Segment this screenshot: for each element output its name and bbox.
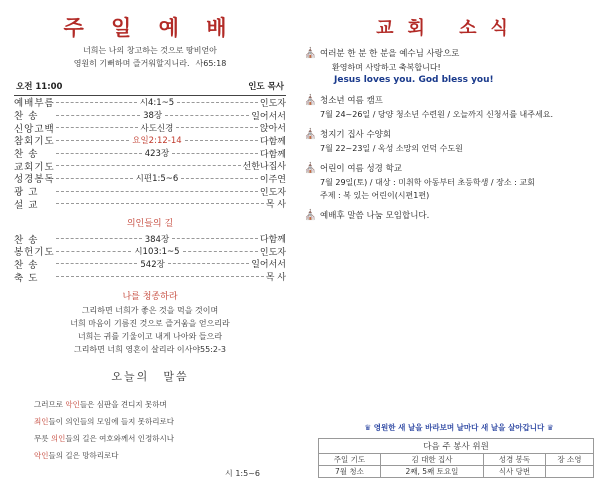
duty-cell: 성경 봉독 bbox=[484, 454, 546, 466]
dash-leader bbox=[56, 238, 142, 239]
order-person: 목 사 bbox=[265, 273, 286, 284]
order-item: 시4:1~5 bbox=[139, 98, 175, 109]
word-ref: 시 1:5~6 bbox=[225, 468, 260, 478]
order-label: 설 교 bbox=[14, 199, 39, 211]
banner-text: ♛ 영원한 새 날을 바라보며 날마다 새 날을 살아갑니다 ♛ bbox=[364, 423, 554, 432]
order-item: 사도신경 bbox=[140, 123, 174, 134]
word-highlight: 의인 bbox=[50, 433, 66, 443]
order-person: 일어서서 bbox=[251, 260, 286, 271]
dash-leader bbox=[56, 178, 133, 179]
news-line: 청소년 여름 캠프 bbox=[320, 96, 383, 106]
sermon-title: 의인들의 길 bbox=[126, 219, 174, 230]
order-person: 인도자 bbox=[259, 98, 287, 109]
news-line: 7월 24~26일 / 당양 청소년 수련원 / 오늘까지 신청서를 내주세요. bbox=[320, 110, 553, 119]
order-label: 신앙고백 bbox=[14, 123, 55, 135]
news-item bbox=[304, 163, 594, 202]
order-row bbox=[14, 172, 286, 185]
news-list bbox=[304, 48, 594, 223]
news-line: 어린이 여름 성경 학교 bbox=[320, 164, 403, 174]
order-row bbox=[14, 258, 286, 271]
word-title-b: 말씀 bbox=[163, 369, 189, 383]
dash-leader bbox=[56, 263, 137, 264]
order-row bbox=[14, 134, 286, 147]
poem-line: 그리하면 너희가 좋은 것을 먹을 것이며 bbox=[81, 305, 219, 315]
dash-leader bbox=[56, 102, 137, 103]
order-person: 다함께 bbox=[259, 136, 286, 147]
order-row bbox=[14, 96, 286, 109]
verse-line-1: 너희는 나의 창고하는 것으로 땅비얻아 bbox=[83, 46, 217, 55]
news-body bbox=[320, 95, 594, 121]
word-highlight: 악인 bbox=[65, 399, 80, 409]
dash-leader bbox=[165, 115, 249, 116]
order-person: 목 사 bbox=[265, 200, 286, 211]
news-line: 환영하며 사랑하고 축복합니다! bbox=[332, 63, 441, 72]
order-label: 성경봉독 bbox=[14, 174, 55, 186]
dash-leader bbox=[56, 140, 129, 141]
worship-title: 주 일 예 배 bbox=[63, 16, 237, 40]
news-body bbox=[320, 48, 594, 87]
news-line: 주제 : 복 있는 어린이(시편1편) bbox=[320, 191, 430, 200]
order-person: 다함께 bbox=[259, 235, 286, 246]
duty-cell: 김 대한 집사 bbox=[380, 454, 483, 466]
dash-leader bbox=[177, 102, 258, 103]
poem-title: 나를 청종하라 bbox=[122, 291, 178, 302]
word-line bbox=[34, 430, 286, 447]
news-item bbox=[304, 48, 594, 87]
order-row bbox=[14, 147, 286, 160]
order-person: 다함께 bbox=[259, 149, 286, 160]
order-item: 시103:1~5 bbox=[134, 247, 180, 258]
order-row bbox=[14, 270, 286, 283]
duty-cell: 식사 당번 bbox=[484, 466, 546, 478]
news-line: 예배후 말씀 나눔 모임합니다. bbox=[320, 211, 430, 221]
word-text bbox=[34, 396, 286, 464]
order-header bbox=[14, 78, 286, 96]
order-person: 앉아서 bbox=[259, 124, 287, 135]
duty-cell: 7월 청소 bbox=[319, 466, 381, 478]
news-line: 여러분 한 분 한 분을 예수님 사랑으로 bbox=[320, 49, 460, 59]
church-icon: ⛪ bbox=[304, 129, 317, 140]
dash-leader bbox=[181, 178, 258, 179]
news-title: 교회 소식 bbox=[376, 18, 522, 39]
dash-leader bbox=[172, 238, 258, 239]
order-label: 축 도 bbox=[14, 272, 39, 284]
duty-cell bbox=[545, 466, 593, 478]
service-leader: 인도 목사 bbox=[248, 82, 284, 92]
church-news-panel bbox=[304, 8, 594, 496]
order-label: 예배부름 bbox=[14, 98, 55, 110]
poem-line: 너희 마음이 기름진 것으로 즐거움을 얻으리라 bbox=[70, 318, 230, 328]
order-row bbox=[14, 245, 286, 258]
word-post: 들의 길은 망하리로다 bbox=[48, 450, 119, 460]
order-list bbox=[14, 96, 286, 210]
poem bbox=[14, 304, 286, 356]
word-title bbox=[14, 368, 286, 384]
dash-leader bbox=[56, 276, 264, 277]
duty-cell: 2째, 5째 토요일 bbox=[380, 466, 483, 478]
order-label: 찬 송 bbox=[14, 149, 39, 161]
news-item bbox=[304, 129, 594, 155]
opening-verse bbox=[14, 44, 286, 70]
order-item: 시편1:5~6 bbox=[135, 174, 179, 185]
dash-leader bbox=[56, 251, 131, 252]
verse-line-2: 영원히 기뻐하며 즐거워할지니라. bbox=[73, 59, 190, 68]
dash-leader bbox=[56, 127, 138, 128]
word-line bbox=[34, 413, 286, 430]
church-icon: ⛪ bbox=[304, 48, 317, 59]
order-row bbox=[14, 198, 286, 211]
duty-table bbox=[318, 438, 594, 478]
dash-leader bbox=[176, 127, 258, 128]
order-row bbox=[14, 159, 286, 172]
order-row bbox=[14, 121, 286, 134]
order-item: 542장 bbox=[140, 259, 165, 270]
dash-leader bbox=[172, 153, 258, 154]
church-icon: ⛪ bbox=[304, 210, 317, 221]
news-item bbox=[304, 210, 594, 223]
verse-ref: 사65:18 bbox=[195, 59, 227, 68]
order-person: 선한나집사 bbox=[242, 162, 286, 173]
order-label: 찬 송 bbox=[14, 234, 39, 246]
worship-order-panel bbox=[14, 8, 286, 496]
church-icon: ⛪ bbox=[304, 163, 317, 174]
order-list-2 bbox=[14, 232, 286, 283]
dash-leader bbox=[56, 153, 142, 154]
word-line bbox=[34, 396, 286, 413]
order-label: 참회기도 bbox=[14, 136, 55, 148]
dash-leader bbox=[183, 251, 258, 252]
word-highlight: 죄인 bbox=[34, 416, 49, 426]
order-person: 일어서서 bbox=[251, 111, 286, 122]
order-label: 찬 송 bbox=[14, 259, 39, 271]
word-post: 들은 심판을 견디지 못하며 bbox=[79, 399, 167, 409]
order-row bbox=[14, 232, 286, 245]
news-line: 7월 29일(토) / 대상 : 미취학 아동부터 초등학생 / 장소 : 교회 bbox=[320, 178, 535, 187]
news-body bbox=[320, 210, 594, 223]
word-line bbox=[34, 447, 286, 464]
duty-cell: 장 소영 bbox=[545, 454, 593, 466]
word-post: 들이 의인들의 모임에 들지 못하리로다 bbox=[48, 416, 174, 426]
order-item: 38장 bbox=[143, 111, 163, 122]
word-pre: 무릇 bbox=[34, 433, 51, 443]
english-blessing: Jesus loves you. God bless you! bbox=[334, 75, 494, 85]
order-row bbox=[14, 185, 286, 198]
order-label: 찬 송 bbox=[14, 111, 39, 123]
service-time: 오전 11:00 bbox=[16, 82, 63, 92]
word-pre: 그러므로 bbox=[34, 399, 66, 409]
order-row bbox=[14, 109, 286, 122]
news-body bbox=[320, 163, 594, 202]
word-post: 들의 길은 여호와께서 인정하시나 bbox=[65, 433, 174, 443]
duty-cell: 주일 기도 bbox=[319, 454, 381, 466]
dash-leader bbox=[56, 115, 140, 116]
order-label: 교회기도 bbox=[14, 161, 55, 173]
news-line: 7월 22~23일 / 옥성 소망의 언덕 수도원 bbox=[320, 144, 463, 153]
order-person: 인도자 bbox=[259, 187, 286, 198]
dash-leader bbox=[168, 263, 249, 264]
dash-leader bbox=[185, 140, 258, 141]
church-icon: ⛪ bbox=[304, 95, 317, 106]
poem-line: 너희는 귀를 기울이고 내게 나아와 들으라 bbox=[77, 331, 223, 341]
dash-leader bbox=[56, 191, 258, 192]
news-line: 청지기 집사 수양회 bbox=[320, 130, 392, 140]
dash-leader bbox=[56, 203, 264, 204]
order-item: 423장 bbox=[144, 149, 170, 160]
order-item: 384장 bbox=[144, 234, 170, 245]
dash-leader bbox=[56, 165, 241, 166]
order-item: 요일2:12-14 bbox=[132, 136, 182, 147]
news-item bbox=[304, 95, 594, 121]
word-highlight: 악인 bbox=[34, 450, 49, 460]
order-label: 광 고 bbox=[14, 187, 39, 199]
order-label: 봉헌기도 bbox=[14, 247, 55, 259]
news-body bbox=[320, 129, 594, 155]
poem-line: 그리하면 너희 영혼이 살리라 이사야55:2-3 bbox=[73, 344, 227, 354]
word-title-a: 오늘의 bbox=[111, 369, 150, 383]
order-person: 인도자 bbox=[259, 247, 286, 258]
duty-caption: 다음 주 봉사 위원 bbox=[319, 439, 594, 454]
order-person: 이주연 bbox=[259, 174, 287, 185]
